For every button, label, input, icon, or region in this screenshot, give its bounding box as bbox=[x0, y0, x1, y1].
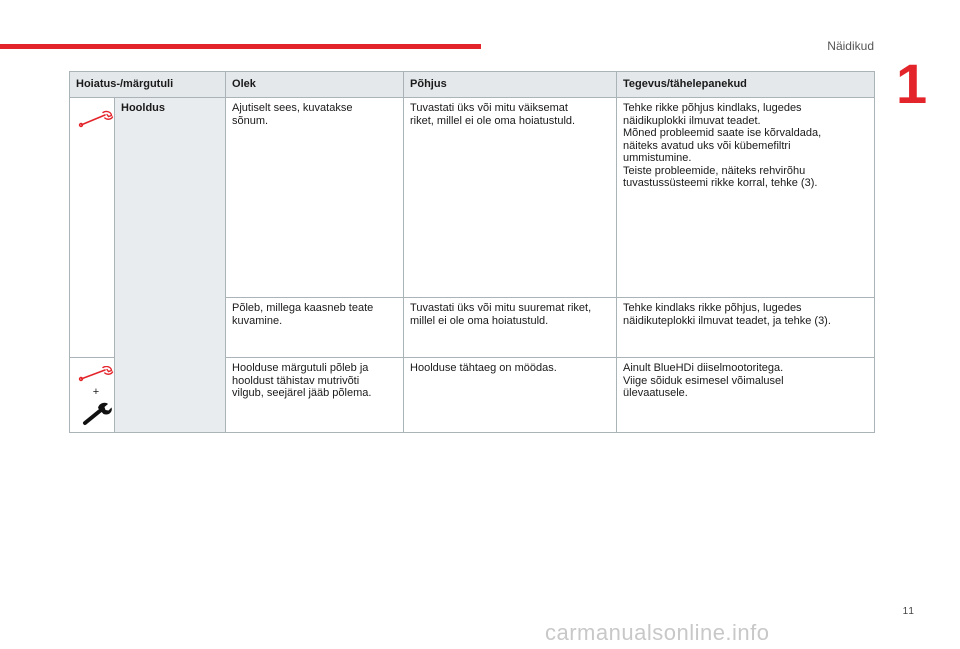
row1-action: Tehke rikke põhjus kindlaks, lugedes näidikuplokki ilmuvat teadet. Mõned probleemid saate ise kõrvaldada, näiteks avatud uks või kübemefiltri ummistumine. Teiste probleemide, näiteks rehvirõhu tuvastussüsteemi rikke korral, tehke (3). bbox=[617, 98, 875, 298]
table-row bbox=[70, 98, 875, 298]
wrench-outline-icon bbox=[76, 366, 108, 386]
table-header-row bbox=[70, 72, 875, 98]
red-accent-bar bbox=[0, 44, 481, 49]
icon-cell bbox=[70, 358, 115, 433]
icon-cell bbox=[70, 98, 115, 358]
wrench-solid-icon bbox=[76, 402, 108, 430]
page-number: 11 bbox=[902, 606, 915, 617]
column-header-cause: Põhjus bbox=[404, 72, 617, 98]
row2-state: Põleb, millega kaasneb teate kuvamine. bbox=[226, 298, 404, 358]
row1-cause: Tuvastati üks või mitu väiksemat riket, millel ei ole oma hoiatustuld. bbox=[404, 98, 617, 298]
chapter-number: 1 bbox=[896, 52, 928, 115]
column-header-action: Tegevus/tähelepanekud bbox=[617, 72, 875, 98]
row3-state: Hoolduse märgutuli põleb ja hooldust tähistav mutrivõti vilgub, seejärel jääb põlema. bbox=[226, 358, 404, 433]
column-header-indicator: Hoiatus-/märgutuli bbox=[70, 72, 226, 98]
warning-lights-table bbox=[69, 71, 875, 433]
column-header-state: Olek bbox=[226, 72, 404, 98]
section-title: Näidikud bbox=[827, 39, 874, 53]
row3-action: Ainult BlueHDi diiselmootoritega. Viige sõiduk esimesel võimalusel ülevaatusele. bbox=[617, 358, 875, 433]
row3-cause: Hoolduse tähtaeg on möödas. bbox=[404, 358, 617, 433]
wrench-outline-icon bbox=[76, 110, 108, 132]
row2-action: Tehke kindlaks rikke põhjus, lugedes näidikuteplokki ilmuvat teadet, ja tehke (3). bbox=[617, 298, 875, 358]
watermark: carmanualsonline.info bbox=[545, 620, 770, 645]
row2-cause: Tuvastati üks või mitu suuremat riket, millel ei ole oma hoiatustuld. bbox=[404, 298, 617, 358]
plus-sign: + bbox=[92, 385, 100, 398]
indicator-name: Hooldus bbox=[115, 98, 226, 433]
row1-state: Ajutiselt sees, kuvatakse sõnum. bbox=[226, 98, 404, 298]
